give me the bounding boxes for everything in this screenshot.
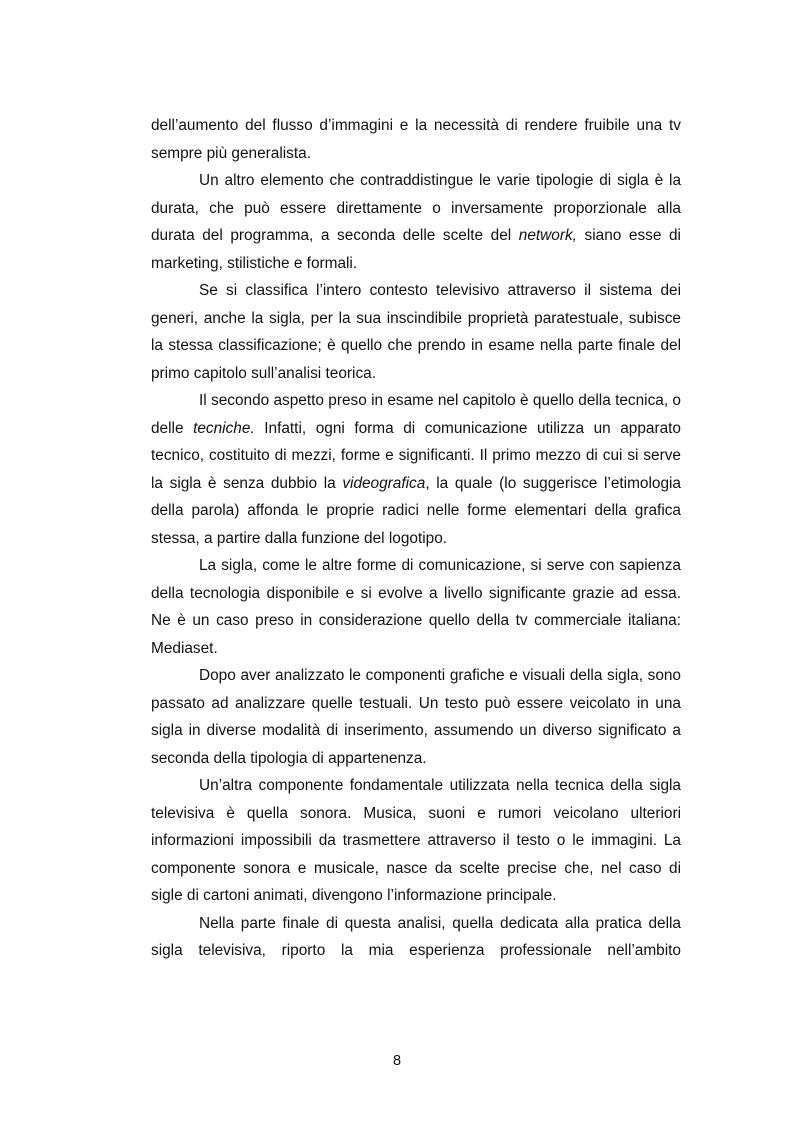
paragraph-7-text: Un’altra componente fondamentale utilizzata nella tecnica della sigla televisiva è quella sonora. Musica, suoni e rumori veicolano ulteriori informazioni impossibili da trasmettere attraverso il testo o le immagini. La componente sonora e musicale, nasce da scelte precise che, nel caso di sigle di cartoni animati, divengono l’informazione principale. <box>151 777 681 904</box>
paragraph-3-text: Se si classifica l’intero contesto televisivo attraverso il sistema dei generi, anche la sigla, per la sua inscindibile proprietà paratestuale, subisce la stessa classificazione; è quello che prendo in esame nella parte finale del primo capitolo sull’analisi teorica. <box>151 282 681 382</box>
paragraph-2-text: Un altro elemento che contraddistingue le varie tipologie di sigla è la durata, che può essere direttamente o inversamente proporzionale alla durata del programma, a seconda delle scelte del <box>151 172 681 244</box>
paragraph-2-text-end: siano esse di marketing, stilistiche e formali. <box>151 227 681 272</box>
paragraph-2 <box>151 167 681 277</box>
paragraph-8 <box>151 910 681 965</box>
paragraph-1-text: dell’aumento del flusso d’immagini e la necessità di rendere fruibile una tv sempre più generalista. <box>151 117 681 162</box>
paragraph-5 <box>151 552 681 662</box>
paragraph-1 <box>151 112 681 167</box>
paragraph-4-text-end: , la quale (lo suggerisce l’etimologia della parola) affonda le proprie radici nelle forme elementari della grafica stessa, a partire dalla funzione del logotipo. <box>151 474 681 547</box>
paragraph-8-text: Nella parte finale di questa analisi, quella dedicata alla pratica della sigla televisiva, riporto la mia esperienza professionale nell’ambito <box>151 914 681 959</box>
paragraph-4-text-middle: Infatti, ogni forma di comunicazione utilizza un apparato tecnico, costituito di mezzi, forme e significanti. Il primo mezzo di cui si serve la sigla è senza dubbio la <box>151 419 681 492</box>
italic-term-videografica: videografica <box>342 474 426 492</box>
paragraph-4 <box>151 387 681 552</box>
paragraph-4-text: Il secondo aspetto preso in esame nel capitolo è quello della tecnica, o delle <box>151 392 681 437</box>
paragraph-6 <box>151 662 681 772</box>
italic-term-network: network, <box>518 227 577 244</box>
italic-term-tecniche: tecniche. <box>193 419 255 437</box>
paragraph-7 <box>151 772 681 910</box>
page-number: 8 <box>392 1053 402 1069</box>
body-text <box>151 112 681 965</box>
paragraph-3 <box>151 277 681 387</box>
paragraph-5-text: La sigla, come le altre forme di comunicazione, si serve con sapienza della tecnologia disponibile e si evolve a livello significante grazie ad essa. Ne è un caso preso in considerazione quello della tv commerciale italiana: Mediaset. <box>151 557 681 657</box>
paragraph-6-text: Dopo aver analizzato le componenti grafiche e visuali della sigla, sono passato ad analizzare quelle testuali. Un testo può essere veicolato in una sigla in diverse modalità di inserimento, assumendo un diverso significato a seconda della tipologia di appartenenza. <box>151 667 681 767</box>
